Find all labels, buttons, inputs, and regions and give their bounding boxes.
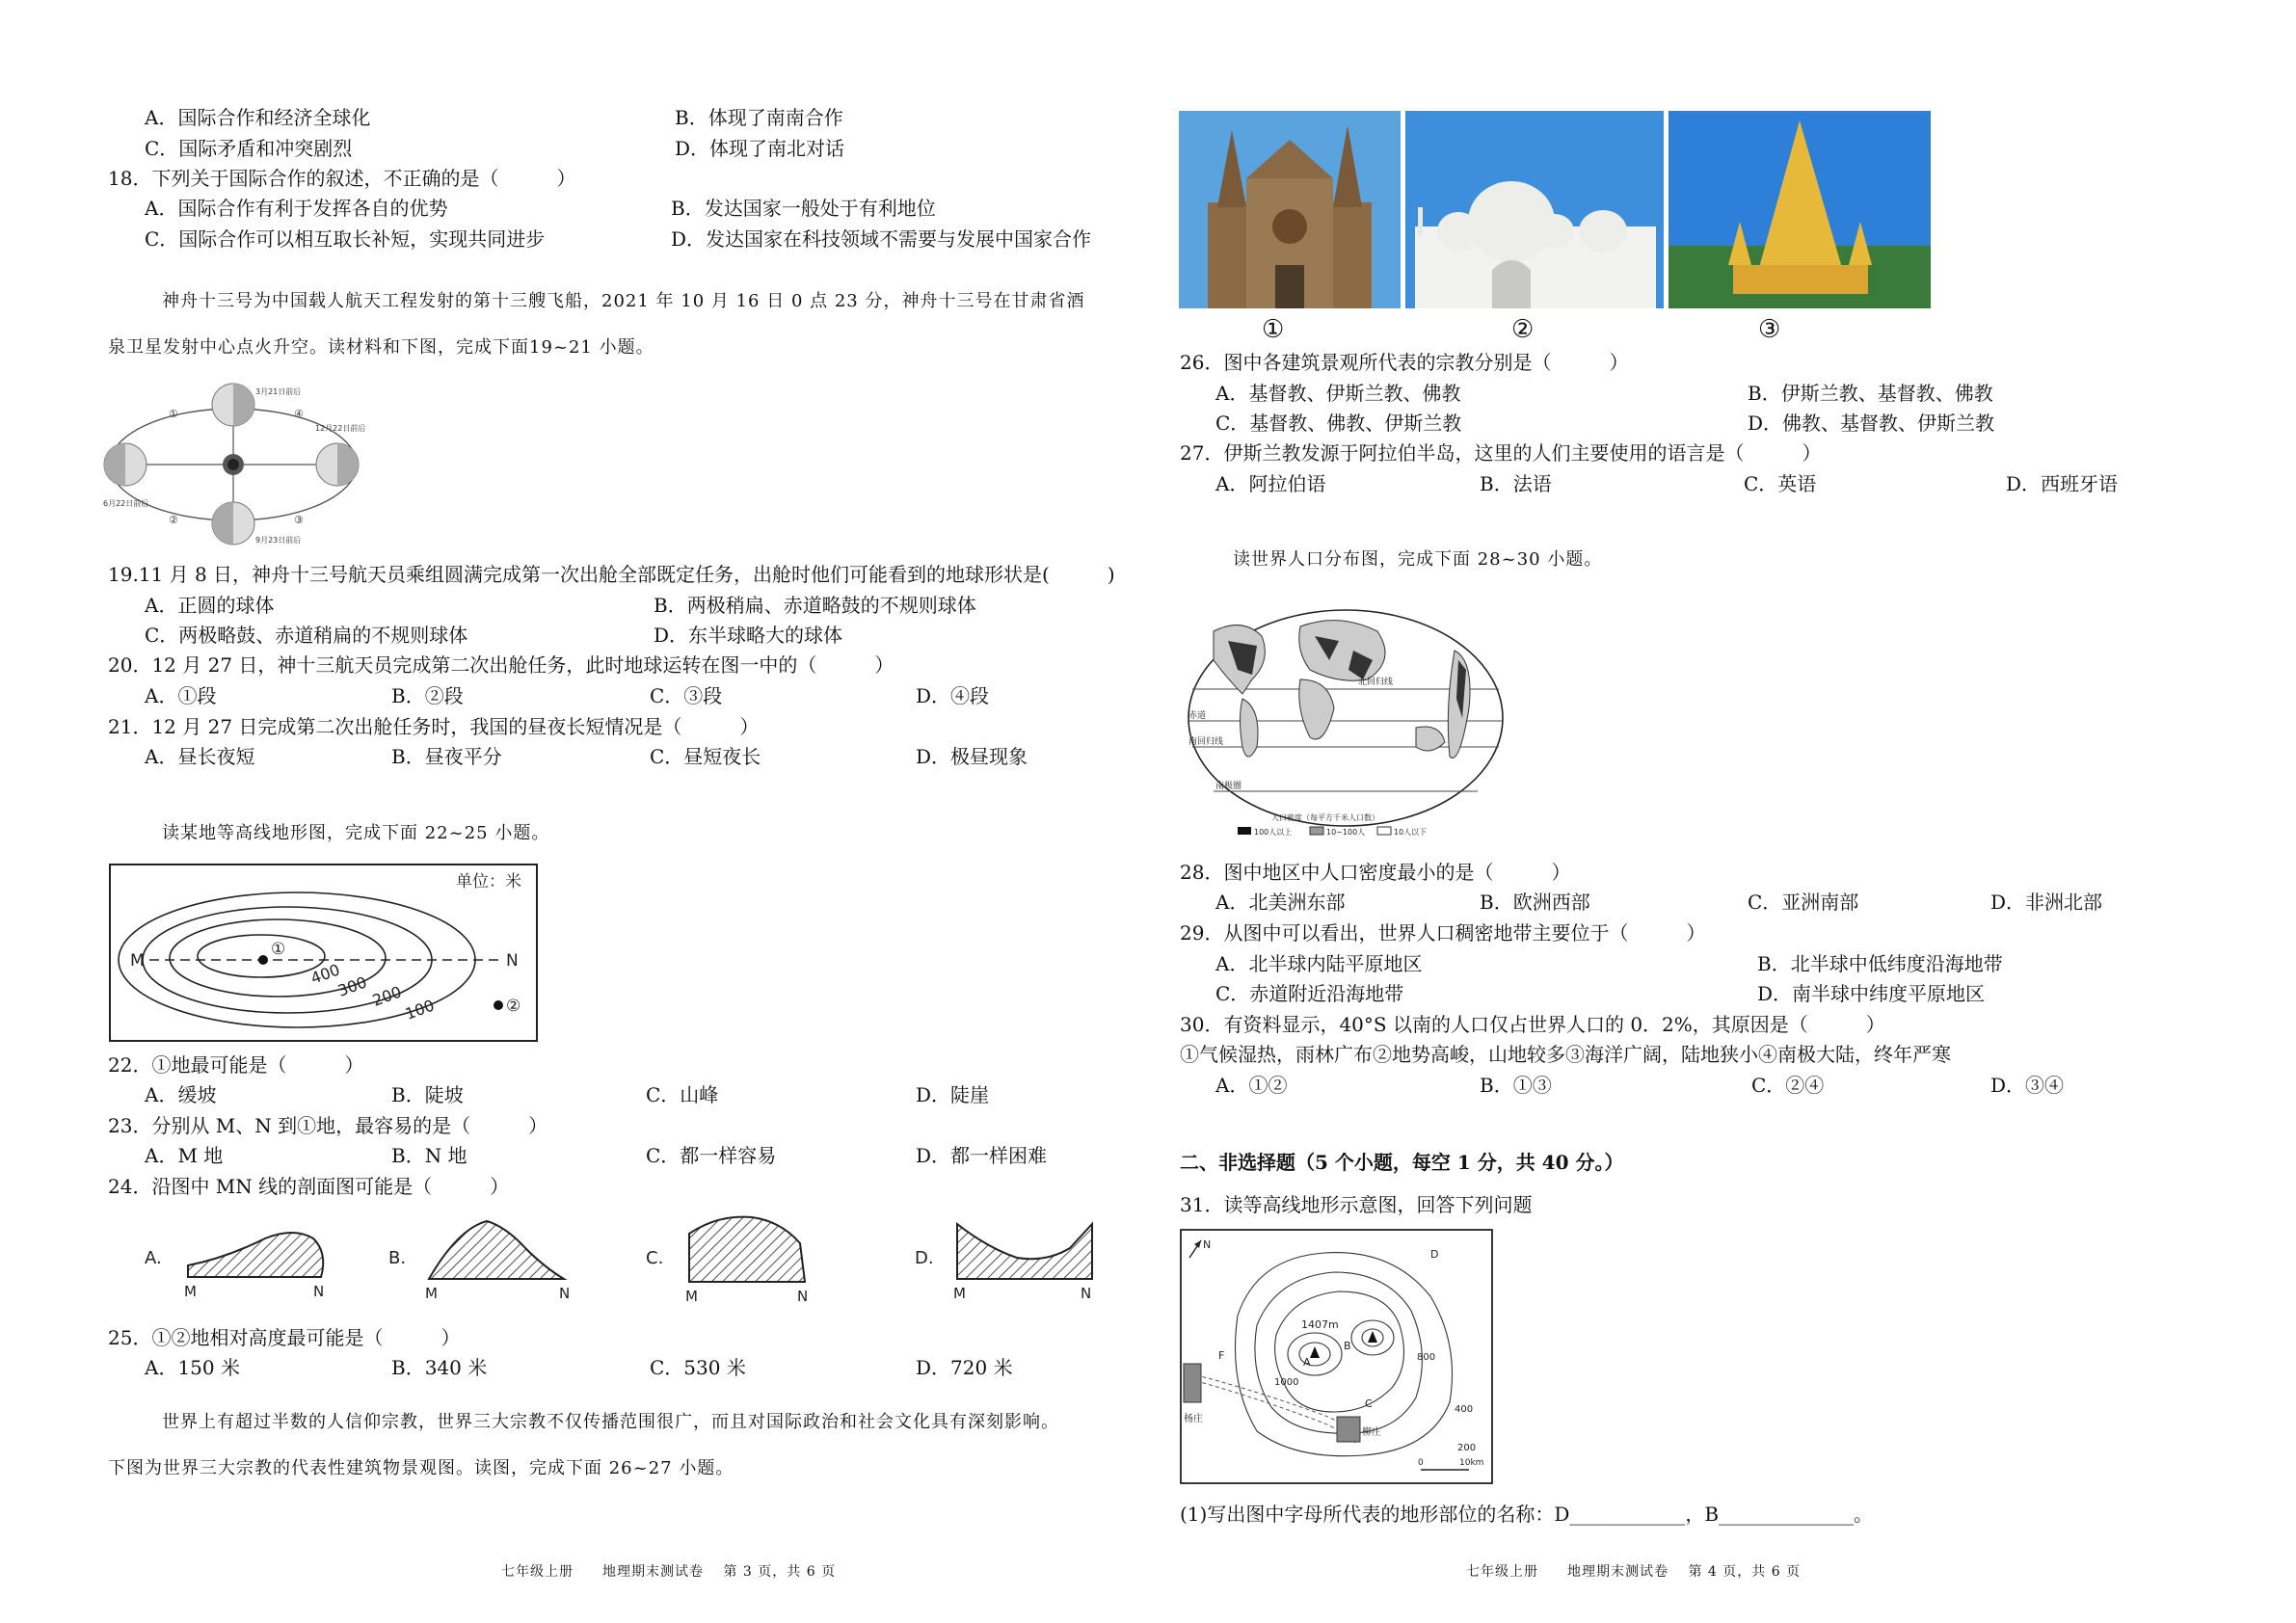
q31-stem: 31．读等高线地形示意图，回答下列问题 — [1180, 1193, 1533, 1216]
material-19-21-line1: 神舟十三号为中国载人航天工程发射的第十三艘飞船，2021 年 10 月 16 日 0 点 23 分，神舟十三号在甘肃省酒 — [162, 291, 1085, 311]
label-c: C — [1365, 1397, 1373, 1410]
q28-option-a[interactable]: A．北美洲东部 — [1215, 891, 1346, 914]
q28-option-d[interactable]: D．非洲北部 — [1990, 891, 2103, 914]
peak-height: 1407m — [1301, 1318, 1339, 1331]
contour-200: 200 — [1457, 1443, 1477, 1453]
q23-option-c[interactable]: C．都一样容易 — [646, 1144, 777, 1167]
q25-stem: 25．①②地相对高度最可能是（ ） — [108, 1326, 461, 1349]
q20-option-b[interactable]: B．②段 — [391, 684, 464, 707]
q25-option-b[interactable]: B．340 米 — [391, 1356, 488, 1379]
q18-option-a[interactable]: A．国际合作有利于发挥各自的优势 — [145, 197, 448, 220]
profile-b-n: N — [559, 1285, 571, 1302]
map-tropic-south: 南回归线 — [1188, 737, 1224, 747]
earth-orbit-figure — [101, 381, 366, 549]
q26-stem: 26．图中各建筑景观所代表的宗教分别是（ ） — [1180, 351, 1629, 374]
contour-1000: 1000 — [1274, 1377, 1299, 1388]
q17-option-d[interactable]: D．体现了南北对话 — [675, 137, 845, 160]
q27-option-d[interactable]: D．西班牙语 — [2006, 472, 2119, 495]
map-antarctic: 南极圈 — [1215, 782, 1242, 791]
q29-stem: 29．从图中可以看出，世界人口稠密地带主要位于（ ） — [1180, 921, 1706, 945]
label-a: A — [1303, 1356, 1311, 1369]
village-yang: 杨庄 — [1184, 1414, 1203, 1424]
q21-option-c[interactable]: C．昼短夜长 — [650, 745, 761, 768]
q30-option-b[interactable]: B．①③ — [1480, 1074, 1552, 1097]
orbit-date-right: 12月22日前后 — [315, 424, 366, 433]
profile-d-n: N — [1081, 1285, 1092, 1302]
q17-option-a[interactable]: A．国际合作和经济全球化 — [145, 106, 371, 129]
material-19-21-line2: 泉卫星发射中心点火升空。读材料和下图，完成下面19~21 小题。 — [108, 337, 654, 358]
profile-option-d[interactable]: D. — [915, 1248, 934, 1268]
profile-c-m: M — [685, 1288, 698, 1305]
scale-0: 0 — [1418, 1458, 1424, 1468]
q29-option-d[interactable]: D．南半球中纬度平原地区 — [1757, 982, 1986, 1005]
contour-800: 800 — [1417, 1352, 1436, 1363]
q18-option-b[interactable]: B．发达国家一般处于有利地位 — [671, 197, 936, 220]
q21-option-b[interactable]: B．昼夜平分 — [391, 745, 502, 768]
q17-option-c[interactable]: C．国际矛盾和冲突剧烈 — [145, 137, 353, 160]
profile-a-n: N — [313, 1283, 325, 1300]
contour-400: 400 — [307, 960, 343, 988]
q27-option-a[interactable]: A．阿拉伯语 — [1215, 472, 1326, 495]
footer-page-4: 七年级上册 地理期末测试卷 第 4 页，共 6 页 — [1466, 1564, 1802, 1580]
q26-option-b[interactable]: B．伊斯兰教、基督教、佛教 — [1748, 382, 1993, 405]
unit-label: 单位：米 — [456, 872, 521, 891]
point-2: ② — [506, 997, 521, 1016]
north-arrow: N — [1203, 1238, 1212, 1251]
q28-option-c[interactable]: C．亚洲南部 — [1748, 891, 1859, 914]
q22-option-a[interactable]: A．缓坡 — [145, 1083, 217, 1106]
material-26-27-line1: 世界上有超过半数的人信仰宗教，世界三大宗教不仅传播范围很广，而且对国际政治和社会文化具有深刻影响。 — [162, 1412, 1059, 1432]
profile-options — [140, 1210, 1094, 1306]
q19-option-b[interactable]: B．两极稍扁、赤道略鼓的不规则球体 — [654, 594, 976, 617]
q20-option-a[interactable]: A．①段 — [145, 684, 217, 707]
orbit-label-4: ④ — [294, 408, 304, 420]
q23-stem: 23．分别从 M、N 到①地，最容易的是（ ） — [108, 1114, 548, 1137]
section-2-heading: 二、非选择题（5 个小题，每空 1 分，共 40 分。） — [1180, 1151, 1624, 1174]
q30-reasons: ①气候湿热，雨林广布②地势高峻，山地较多③海洋广阔，陆地狭小④南极大陆，终年严寒 — [1180, 1043, 1951, 1066]
q19-option-d[interactable]: D．东半球略大的球体 — [654, 624, 843, 647]
q30-option-c[interactable]: C．②④ — [1751, 1074, 1825, 1097]
label-d: D — [1430, 1248, 1439, 1261]
q22-stem: 22．①地最可能是（ ） — [108, 1053, 364, 1077]
q18-option-d[interactable]: D．发达国家在科技领域不需要与发展中国家合作 — [671, 227, 1092, 251]
q25-option-c[interactable]: C．530 米 — [650, 1356, 746, 1379]
map-legend-title: 人口密度（每平方千米人口数） — [1271, 813, 1379, 822]
mosque-image — [1405, 111, 1664, 308]
q18-stem: 18．下列关于国际合作的叙述，不正确的是（ ） — [108, 167, 576, 190]
q28-stem: 28．图中地区中人口密度最小的是（ ） — [1180, 861, 1571, 884]
building-label-2: ② — [1511, 315, 1535, 344]
q22-option-b[interactable]: B．陡坡 — [391, 1083, 464, 1106]
profile-option-c[interactable]: C. — [646, 1248, 664, 1268]
legend-low: 10人以下 — [1394, 828, 1428, 837]
religious-buildings-images — [1179, 111, 1931, 313]
profile-option-b[interactable]: B. — [388, 1248, 407, 1268]
q19-option-c[interactable]: C．两极略鼓、赤道稍扁的不规则球体 — [145, 624, 468, 647]
q23-option-a[interactable]: A．M 地 — [145, 1144, 224, 1167]
q26-option-c[interactable]: C．基督教、佛教、伊斯兰教 — [1215, 412, 1462, 435]
q19-stem: 19.11 月 8 日，神舟十三号航天员乘组圆满完成第一次出舱全部既定任务，出舱时他们可能看到的地球形状是( ) — [108, 563, 1115, 586]
legend-high: 100人以上 — [1254, 828, 1293, 837]
map-equator: 赤道 — [1188, 711, 1207, 721]
q26-option-d[interactable]: D．佛教、基督教、伊斯兰教 — [1748, 412, 1995, 435]
world-population-map — [1185, 602, 1508, 843]
profile-a-m: M — [184, 1283, 197, 1300]
q24-stem: 24．沿图中 MN 线的剖面图可能是（ ） — [108, 1175, 510, 1198]
village-liu: 柳庄 — [1362, 1427, 1381, 1438]
q29-option-a[interactable]: A．北半球内陆平原地区 — [1215, 952, 1423, 975]
contour-200: 200 — [369, 982, 405, 1010]
material-22-25: 读某地等高线地形图，完成下面 22~25 小题。 — [162, 823, 550, 843]
q18-option-c[interactable]: C．国际合作可以相互取长补短，实现共同进步 — [145, 227, 546, 251]
q30-option-d[interactable]: D．③④ — [1990, 1074, 2065, 1097]
orbit-label-2: ② — [169, 514, 178, 526]
q30-stem: 30．有资料显示，40°S 以南的人口仅占世界人口的 0．2%，其原因是（ ） — [1180, 1013, 1885, 1036]
q23-option-b[interactable]: B．N 地 — [391, 1144, 467, 1167]
contour-n: N — [506, 951, 519, 971]
label-f: F — [1218, 1349, 1225, 1362]
q22-option-c[interactable]: C．山峰 — [646, 1083, 719, 1106]
label-b: B — [1344, 1340, 1351, 1352]
profile-b-m: M — [425, 1285, 438, 1302]
orbit-date-top: 3月21日前后 — [255, 387, 302, 396]
q21-stem: 21．12 月 27 日完成第二次出舱任务时，我国的昼夜长短情况是（ ） — [108, 715, 760, 738]
profile-d-m: M — [953, 1285, 966, 1302]
q27-option-c[interactable]: C．英语 — [1744, 472, 1817, 495]
q17-option-b[interactable]: B．体现了南南合作 — [675, 106, 843, 129]
contour-100: 100 — [402, 996, 438, 1024]
q28-option-b[interactable]: B．欧洲西部 — [1480, 891, 1590, 914]
building-label-1: ① — [1262, 315, 1285, 344]
contour-300: 300 — [334, 972, 370, 1000]
q22-option-d[interactable]: D．陡崖 — [916, 1083, 990, 1106]
page-4 — [1148, 0, 2296, 1623]
point-1: ① — [271, 940, 286, 959]
orbit-date-bottom: 9月23日前后 — [255, 536, 302, 545]
contour-map-q31 — [1180, 1229, 1493, 1484]
footer-page-3: 七年级上册 地理期末测试卷 第 3 页，共 6 页 — [501, 1564, 837, 1580]
q21-option-a[interactable]: A．昼长夜短 — [145, 745, 255, 768]
contour-m: M — [130, 951, 145, 971]
q20-stem: 20．12 月 27 日，神十三航天员完成第二次出舱任务，此时地球运转在图一中的（ ） — [108, 653, 894, 677]
material-28-30: 读世界人口分布图，完成下面 28~30 小题。 — [1233, 549, 1603, 570]
building-label-3: ③ — [1758, 315, 1781, 344]
q20-option-c[interactable]: C．③段 — [650, 684, 723, 707]
orbit-label-3: ③ — [294, 514, 304, 526]
q20-option-d[interactable]: D．④段 — [916, 684, 990, 707]
orbit-label-1: ① — [169, 408, 178, 420]
q26-option-a[interactable]: A．基督教、伊斯兰教、佛教 — [1215, 382, 1461, 405]
q31-sub1: (1)写出图中字母所代表的地形部位的名称：D____________，B______________。 — [1180, 1503, 1874, 1526]
q27-option-b[interactable]: B．法语 — [1480, 472, 1552, 495]
contour-map-figure — [109, 864, 538, 1042]
material-26-27-line2: 下图为世界三大宗教的代表性建筑物景观图。读图，完成下面 26~27 小题。 — [108, 1458, 734, 1478]
q29-option-b[interactable]: B．北半球中低纬度沿海地带 — [1757, 952, 2003, 975]
q25-option-a[interactable]: A．150 米 — [145, 1356, 240, 1379]
pagoda-image — [1669, 111, 1931, 308]
scale-10km: 10km — [1459, 1458, 1484, 1468]
profile-option-a[interactable]: A. — [145, 1248, 162, 1268]
church-image — [1179, 111, 1401, 308]
q25-option-d[interactable]: D．720 米 — [916, 1356, 1013, 1379]
q29-option-c[interactable]: C．赤道附近沿海地带 — [1215, 982, 1404, 1005]
legend-mid: 10~100人 — [1326, 828, 1366, 837]
orbit-date-left: 6月22日前后 — [103, 499, 149, 508]
map-tropic-north: 北回归线 — [1358, 678, 1394, 687]
q23-option-d[interactable]: D．都一样困难 — [916, 1144, 1048, 1167]
q19-option-a[interactable]: A．正圆的球体 — [145, 594, 275, 617]
q27-stem: 27．伊斯兰教发源于阿拉伯半岛，这里的人们主要使用的语言是（ ） — [1180, 441, 1822, 465]
profile-c-n: N — [797, 1288, 809, 1305]
contour-400: 400 — [1455, 1404, 1474, 1415]
q30-option-a[interactable]: A．①② — [1215, 1074, 1288, 1097]
q21-option-d[interactable]: D．极昼现象 — [916, 745, 1028, 768]
